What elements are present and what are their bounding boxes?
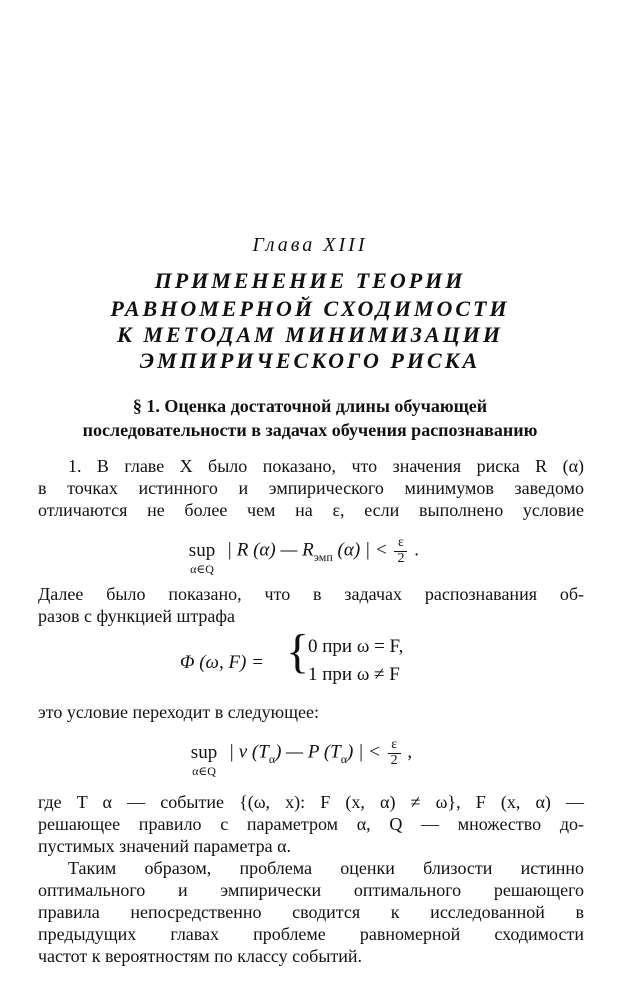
fraction-numerator: ε	[388, 738, 401, 754]
section-heading-line-1: § 1. Оценка достаточной длины обучающей	[132, 396, 488, 416]
formula-subscript-emp: эмп	[313, 549, 333, 564]
paragraph-1-line-3: отличаются не более чем на ε, если выполнено условие	[38, 500, 584, 520]
chapter-heading: Глава XIII	[252, 234, 368, 256]
formula-frequency-bound	[184, 737, 413, 778]
penalty-lhs: Φ (ω, F) =	[180, 652, 264, 673]
chapter-title-line-2: РАВНОМЕРНОЙ СХОДИМОСТИ	[110, 296, 510, 321]
left-brace: {	[286, 625, 310, 678]
formula-comma: ,	[407, 741, 413, 763]
formula-body: | ν (T	[228, 741, 269, 763]
paragraph-5-line-5: частот к вероятностям по классу событий.	[38, 946, 363, 966]
paragraph-5-line-3: правила непосредственно сводится к исследованной в	[38, 902, 584, 922]
subscript-alpha: α	[268, 751, 276, 766]
fraction-denominator: 2	[390, 752, 398, 768]
paragraph-3-line-1: это условие переходит в следующее:	[38, 702, 319, 722]
paragraph-5-line-1: Таким образом, проблема оценки близости истинно	[68, 858, 584, 878]
paragraph-4-line-3: пустимых значений параметра α.	[38, 836, 292, 856]
paragraph-1-line-2: в точках истинного и эмпирического минимумов заведомо	[38, 478, 584, 498]
sup-subscript: α∈Q	[192, 763, 216, 778]
formula-penalty-function	[180, 652, 264, 674]
penalty-case-2: 1 при ω ≠ F	[308, 664, 400, 685]
fraction-epsilon-half	[388, 738, 401, 768]
chapter-title-line-3: К МЕТОДАМ МИНИМИЗАЦИИ	[117, 322, 503, 347]
paragraph-4-line-2: решающее правило с параметром α, Q — множество до-	[38, 814, 584, 834]
fraction-denominator: 2	[397, 550, 405, 566]
paragraph-2-line-2: разов с функцией штрафа	[38, 606, 236, 626]
paragraph-5-line-4: предыдущих главах проблеме равномерной сходимости	[38, 924, 584, 944]
chapter-title-line-4: ЭМПИРИЧЕСКОГО РИСКА	[139, 348, 481, 373]
paragraph-5-line-2: оптимального и эмпирически оптимального решающего	[38, 880, 584, 900]
fraction-numerator: ε	[394, 536, 407, 552]
formula-period: .	[414, 539, 419, 561]
formula-body-end: ) | <	[347, 741, 381, 763]
paragraph-1-line-1: 1. В главе X было показано, что значения риска R (α)	[68, 456, 584, 476]
paragraph-4-line-1: где T α — событие {(ω, x): F (x, α) ≠ ω}, F (x, α) —	[38, 792, 584, 812]
formula-risk-bound	[182, 535, 419, 576]
formula-body: | R (α) — R	[226, 539, 314, 561]
sup-operator: sup	[188, 539, 216, 561]
paragraph-2-line-1: Далее было показано, что в задачах распознавания об-	[38, 584, 584, 604]
fraction-epsilon-half	[394, 536, 407, 566]
section-heading-line-2: последовательности в задачах обучения распознаванию	[82, 420, 538, 440]
subscript-alpha: α	[340, 751, 348, 766]
sup-subscript: α∈Q	[190, 561, 214, 576]
formula-body-end: (α) | <	[332, 539, 388, 561]
formula-body-middle: ) — P (T	[275, 741, 341, 763]
sup-operator: sup	[190, 741, 218, 763]
penalty-case-1: 0 при ω = F,	[308, 636, 404, 657]
chapter-title-line-1: ПРИМЕНЕНИЕ ТЕОРИИ	[154, 268, 466, 293]
